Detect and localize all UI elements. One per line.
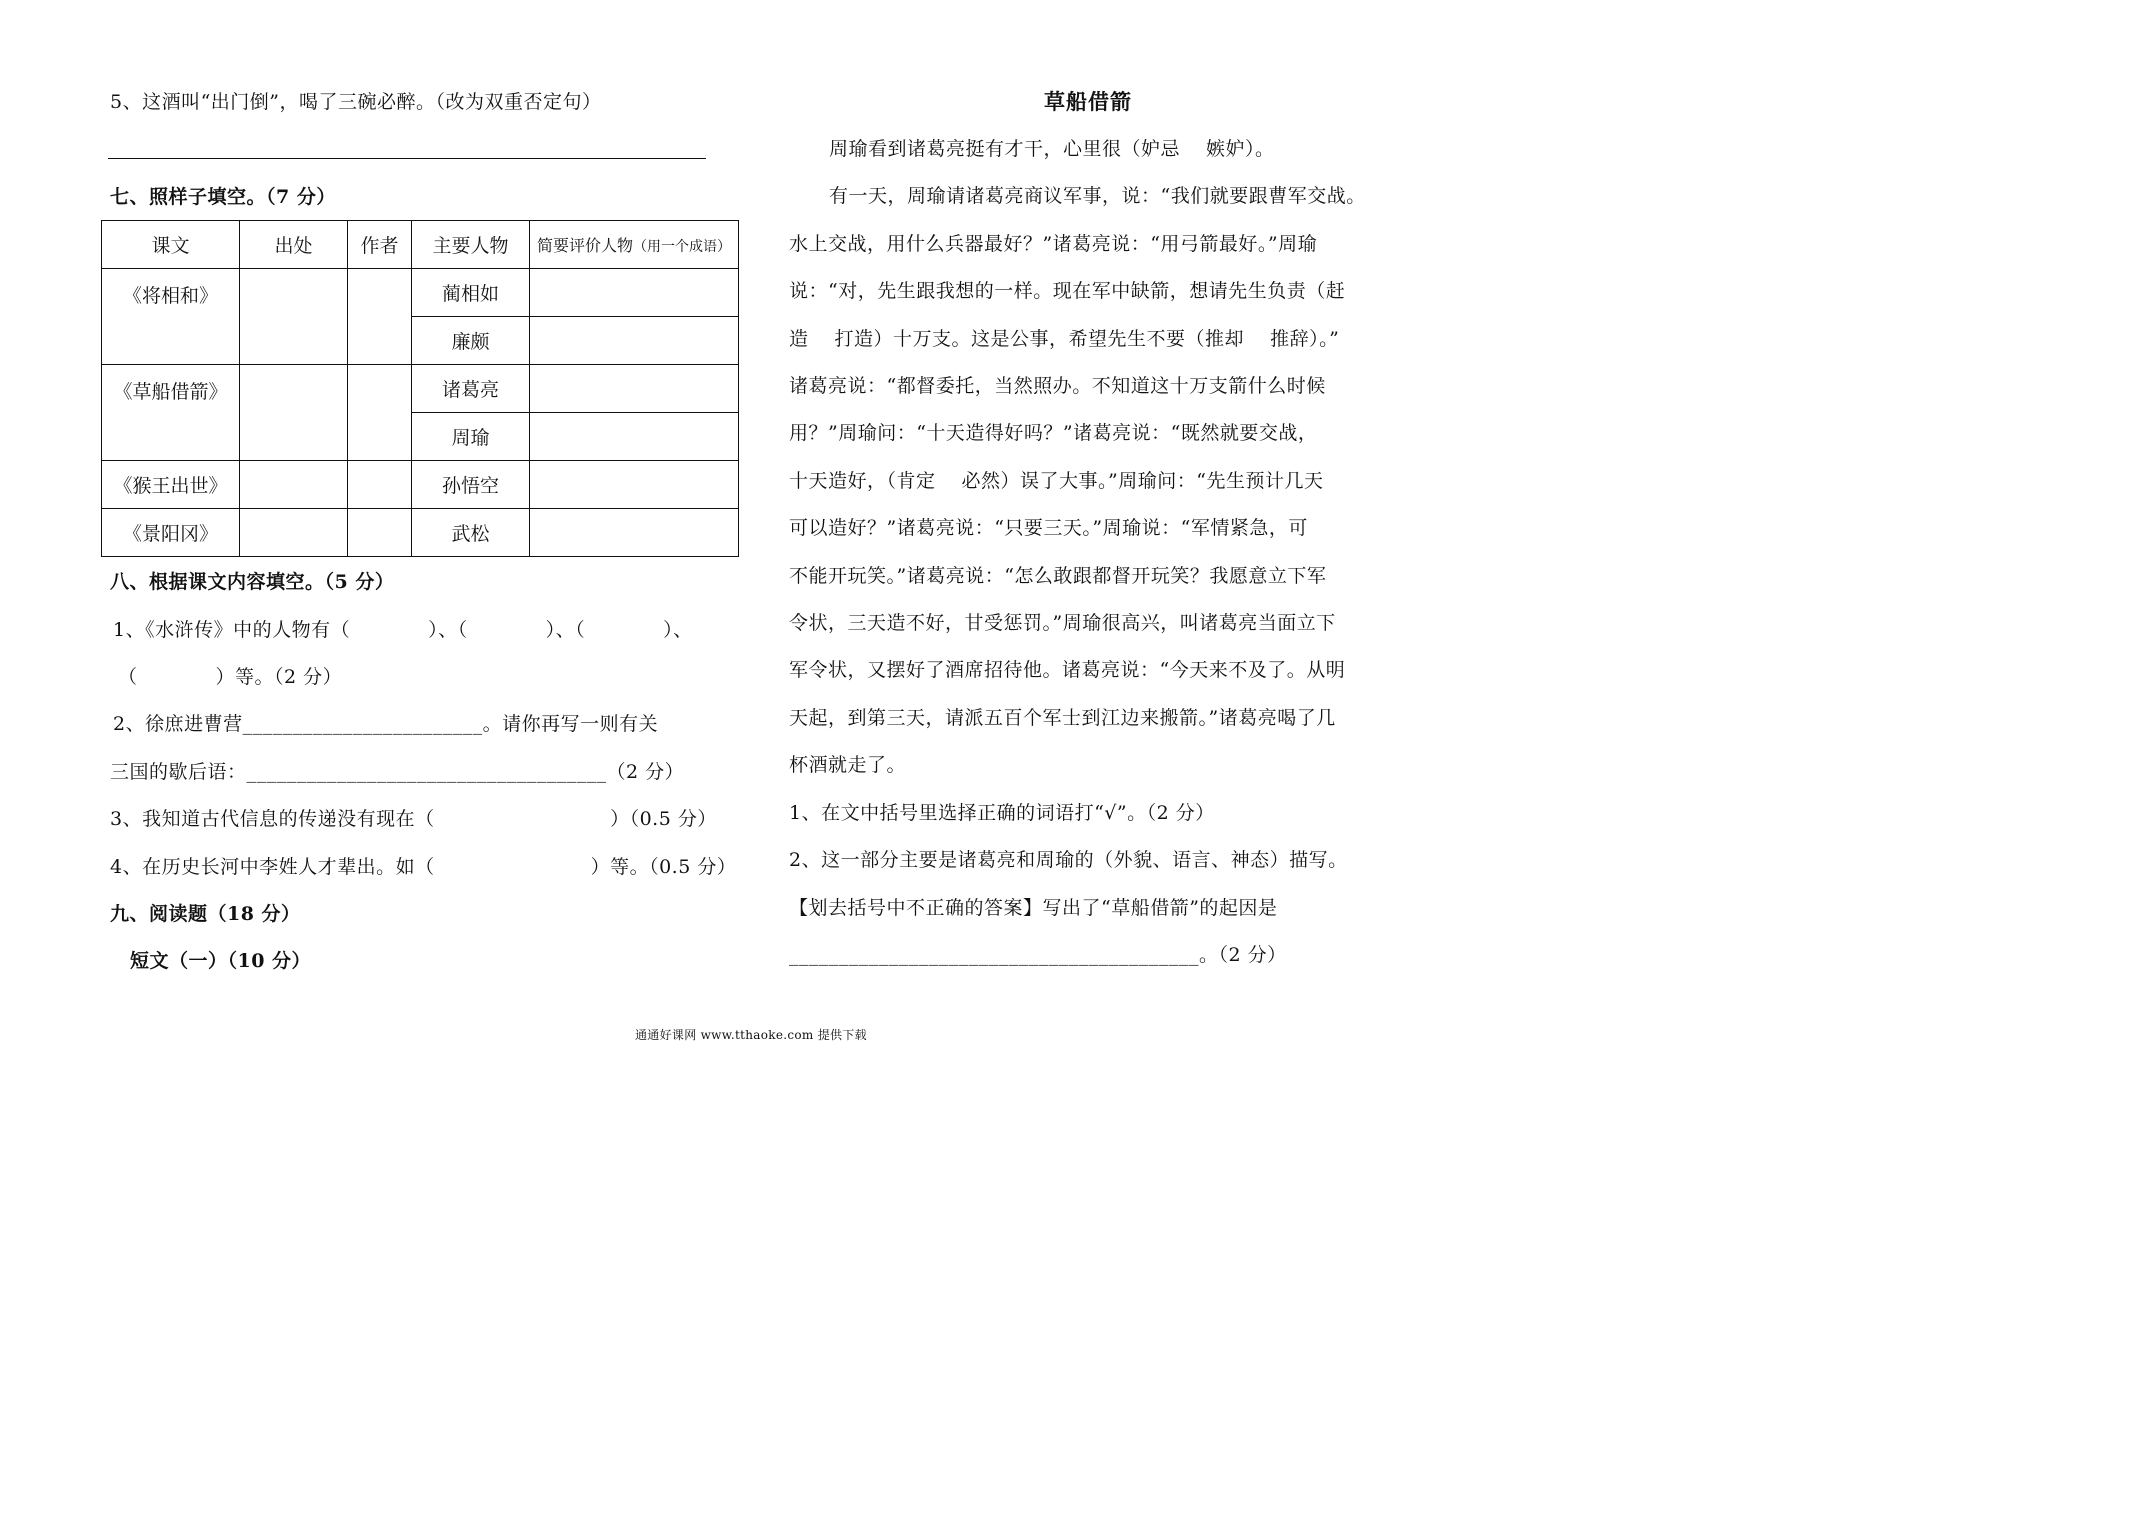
source-cell[interactable] xyxy=(240,269,348,365)
passage-line: 军令状，又摆好了酒席招待他。诸葛亮说：“今天来不及了。从明 xyxy=(789,659,1346,681)
passage-line: 说：“对，先生跟我想的一样。现在军中缺箭，想请先生负责（赶 xyxy=(789,280,1346,302)
section-8-q1-line2: （ ）等。（2 分） xyxy=(118,666,343,688)
section-8-q2-line1: 2、徐庶进曹营________________________。请你再写一则有关 xyxy=(113,713,659,735)
evaluation-cell[interactable] xyxy=(530,317,739,365)
header-evaluation xyxy=(530,221,739,269)
header-lesson: 课文 xyxy=(102,221,240,269)
passage-title: 草船借箭 xyxy=(1044,89,1132,114)
reading-q2-line3: _________________________________________。（2 分） xyxy=(789,944,1287,966)
evaluation-cell[interactable] xyxy=(530,509,739,557)
fill-in-table xyxy=(101,220,739,557)
character-cell: 廉颇 xyxy=(412,317,530,365)
lesson-cell: 《将相和》 xyxy=(102,269,240,365)
lesson-cell: 《景阳冈》 xyxy=(102,509,240,557)
passage-line: 水上交战，用什么兵器最好？”诸葛亮说：“用弓箭最好。”周瑜 xyxy=(789,233,1318,255)
passage-line: 有一天，周瑜请诸葛亮商议军事，说：“我们就要跟曹军交战。 xyxy=(829,185,1366,207)
evaluation-cell[interactable] xyxy=(530,413,739,461)
passage-line: 天起，到第三天，请派五百个军士到江边来搬箭。”诸葛亮喝了几 xyxy=(789,707,1336,729)
reading-q1: 1、在文中括号里选择正确的词语打“√”。（2 分） xyxy=(789,802,1215,824)
source-cell[interactable] xyxy=(240,461,348,509)
passage-line: 周瑜看到诸葛亮挺有才干，心里很（妒忌 嫉妒）。 xyxy=(829,138,1275,160)
evaluation-cell[interactable] xyxy=(530,365,739,413)
section-8-q1-line1: 1、《水浒传》中的人物有（ ）、（ ）、（ ）、 xyxy=(113,619,693,641)
page-footer: 通通好课网 www.tthaoke.com 提供下载 xyxy=(635,1028,867,1042)
section-8-q3: 3、我知道古代信息的传递没有现在（ ）（0.5 分） xyxy=(110,808,717,830)
passage-line: 不能开玩笑。”诸葛亮说：“怎么敢跟都督开玩笑？我愿意立下军 xyxy=(789,565,1327,587)
header-source: 出处 xyxy=(240,221,348,269)
passage-line: 杯酒就走了。 xyxy=(789,754,907,776)
source-cell[interactable] xyxy=(240,365,348,461)
passage-line: 可以造好？”诸葛亮说：“只要三天。”周瑜说：“军情紧急，可 xyxy=(789,517,1308,539)
author-cell[interactable] xyxy=(348,461,412,509)
character-cell: 武松 xyxy=(412,509,530,557)
table-row xyxy=(102,461,739,509)
table-header-row xyxy=(102,221,739,269)
character-cell: 蔺相如 xyxy=(412,269,530,317)
passage-line: 用？”周瑜问：“十天造得好吗？”诸葛亮说：“既然就要交战， xyxy=(789,422,1318,444)
question-5: 5、这酒叫“出门倒”，喝了三碗必醉。（改为双重否定句） xyxy=(110,91,602,113)
section-8-q2-line2: 三国的歇后语：____________________________________（2 分） xyxy=(110,761,685,783)
lesson-cell: 《草船借箭》 xyxy=(102,365,240,461)
passage-line: 十天造好，（肯定 必然）误了大事。”周瑜问：“先生预计几天 xyxy=(789,470,1324,492)
header-main-character: 主要人物 xyxy=(412,221,530,269)
character-cell: 诸葛亮 xyxy=(412,365,530,413)
reading-q2-line1: 2、这一部分主要是诸葛亮和周瑜的（外貌、语言、神态）描写。 xyxy=(789,849,1348,871)
passage-line: 令状，三天造不好，甘受惩罚。”周瑜很高兴，叫诸葛亮当面立下 xyxy=(789,612,1336,634)
section-8-q4: 4、在历史长河中李姓人才辈出。如（ ）等。（0.5 分） xyxy=(110,856,737,878)
author-cell[interactable] xyxy=(348,509,412,557)
character-cell: 孙悟空 xyxy=(412,461,530,509)
author-cell[interactable] xyxy=(348,269,412,365)
lesson-cell: 《猴王出世》 xyxy=(102,461,240,509)
reading-q2-line2: 【划去括号中不正确的答案】写出了“草船借箭”的起因是 xyxy=(789,897,1278,919)
table-row xyxy=(102,269,739,317)
author-cell[interactable] xyxy=(348,365,412,461)
answer-line-q5 xyxy=(108,158,706,159)
header-evaluation-label: 简要评价人物 xyxy=(536,236,633,255)
table-row xyxy=(102,365,739,413)
evaluation-cell[interactable] xyxy=(530,269,739,317)
evaluation-cell[interactable] xyxy=(530,461,739,509)
character-cell: 周瑜 xyxy=(412,413,530,461)
table-row xyxy=(102,509,739,557)
header-evaluation-note: （用一个成语） xyxy=(633,239,731,255)
passage-1-title: 短文（一）（10 分） xyxy=(130,950,312,972)
header-author: 作者 xyxy=(348,221,412,269)
passage-line: 造 打造）十万支。这是公事，希望先生不要（推却 推辞）。” xyxy=(789,328,1340,350)
passage-line: 诸葛亮说：“都督委托，当然照办。不知道这十万支箭什么时候 xyxy=(789,375,1326,397)
source-cell[interactable] xyxy=(240,509,348,557)
section-7-title: 七、照样子填空。（7 分） xyxy=(110,186,336,208)
section-9-title: 九、阅读题（18 分） xyxy=(110,903,301,925)
section-8-title: 八、根据课文内容填空。（5 分） xyxy=(110,571,395,593)
